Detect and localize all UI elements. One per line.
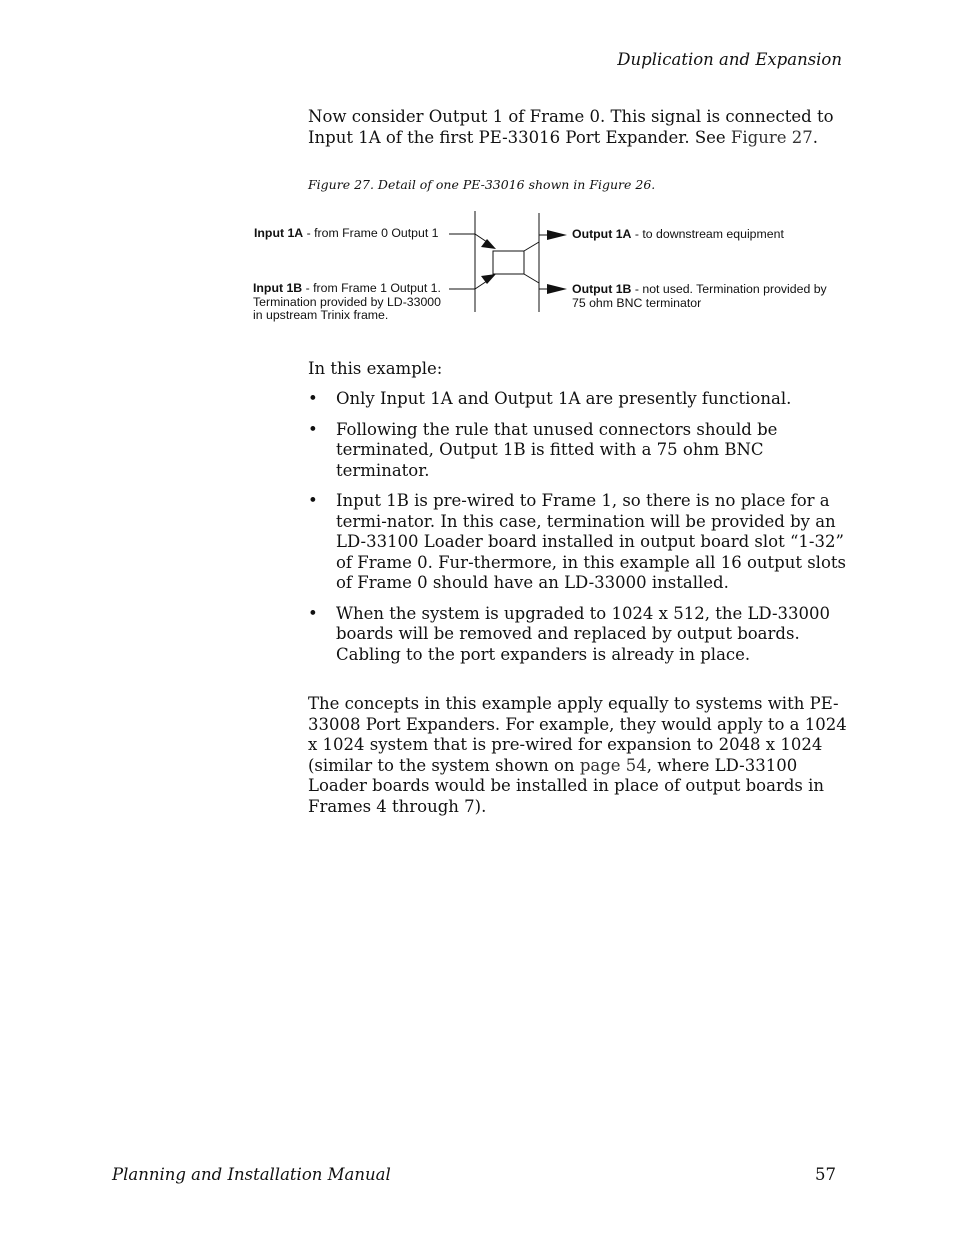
bullet-mark: • (308, 603, 318, 623)
input-1b-diagonal (475, 279, 490, 289)
bullet-text: When the system is upgraded to 1024 x 512, the LD-33000 boards will be removed and replaced by output boards. Cabling to the port expanders is already in place. (336, 603, 831, 664)
input-1a-label: Input 1A - from Frame 0 Output 1 (254, 226, 439, 240)
output-1b-label: Output 1B - not used. Termination provided by 75 ohm BNC terminator (572, 282, 827, 310)
input-1a-arrowhead (481, 239, 496, 249)
output-1a-label: Output 1A - to downstream equipment (572, 227, 784, 241)
bullet-text: Only Input 1A and Output 1A are presently functional. (336, 389, 792, 408)
intro-text-end: . (812, 127, 818, 147)
bullet-text: Following the rule that unused connectors should be terminated, Output 1B is fitted with a 75 ohm BNC terminator. (336, 419, 778, 480)
input-1b-arrowhead (481, 274, 496, 284)
input-1a-diagonal (475, 234, 490, 244)
box-link-top (524, 242, 539, 251)
intro-text: Now consider Output 1 of Frame 0. This signal is connected to Input 1A of the first PE-33016 Port Expander. See (308, 107, 834, 147)
figure-caption: Figure 27. Detail of one PE-33016 shown in Figure 26. (308, 177, 656, 192)
example-lead: In this example: (308, 359, 443, 378)
footer-manual-title: Planning and Installation Manual (112, 1165, 391, 1184)
splitter-box (493, 251, 524, 274)
intro-paragraph (308, 107, 848, 148)
bullet-text: Input 1B is pre-wired to Frame 1, so there is no place for a termi-nator. In this case, termination will be provided by an LD-33100 Loader board installed in output board slot “1-32” of Frame 0. Fur-thermore, in this example all 16 output slots of Frame 0 should have an LD-33000 installed. (336, 491, 846, 592)
bullet-mark: • (308, 389, 318, 408)
box-link-bottom (524, 274, 539, 283)
bullet-mark: • (308, 419, 318, 439)
page-54-link[interactable]: page 54 (579, 755, 647, 775)
concepts-text: The concepts in this example apply equally to systems with PE-33008 Port Expanders. For example, they would apply to a 1024 x 1024 system that is pre-wired for expansion to 2048 x 1024 (similar to the system shown on (308, 694, 847, 775)
list-item (308, 420, 848, 482)
list-item (308, 389, 848, 410)
bullet-mark: • (308, 491, 318, 510)
input-1b-label: Input 1B - from Frame 1 Output 1. Termination provided by LD-33000 in upstream Trinix frame. (253, 281, 441, 322)
list-item (308, 491, 848, 594)
page-number: 57 (815, 1165, 836, 1184)
running-header: Duplication and Expansion (617, 50, 842, 69)
example-bullet-list (308, 389, 848, 675)
list-item (308, 604, 848, 666)
concepts-paragraph (308, 694, 848, 817)
figure-27-link[interactable]: Figure 27 (730, 127, 813, 147)
concepts-text-end: , where LD-33100 Loader boards would be installed in place of output boards in Frames 4 through 7). (308, 755, 825, 816)
output-1b-arrowhead (547, 284, 567, 294)
output-1a-arrowhead (547, 230, 567, 240)
